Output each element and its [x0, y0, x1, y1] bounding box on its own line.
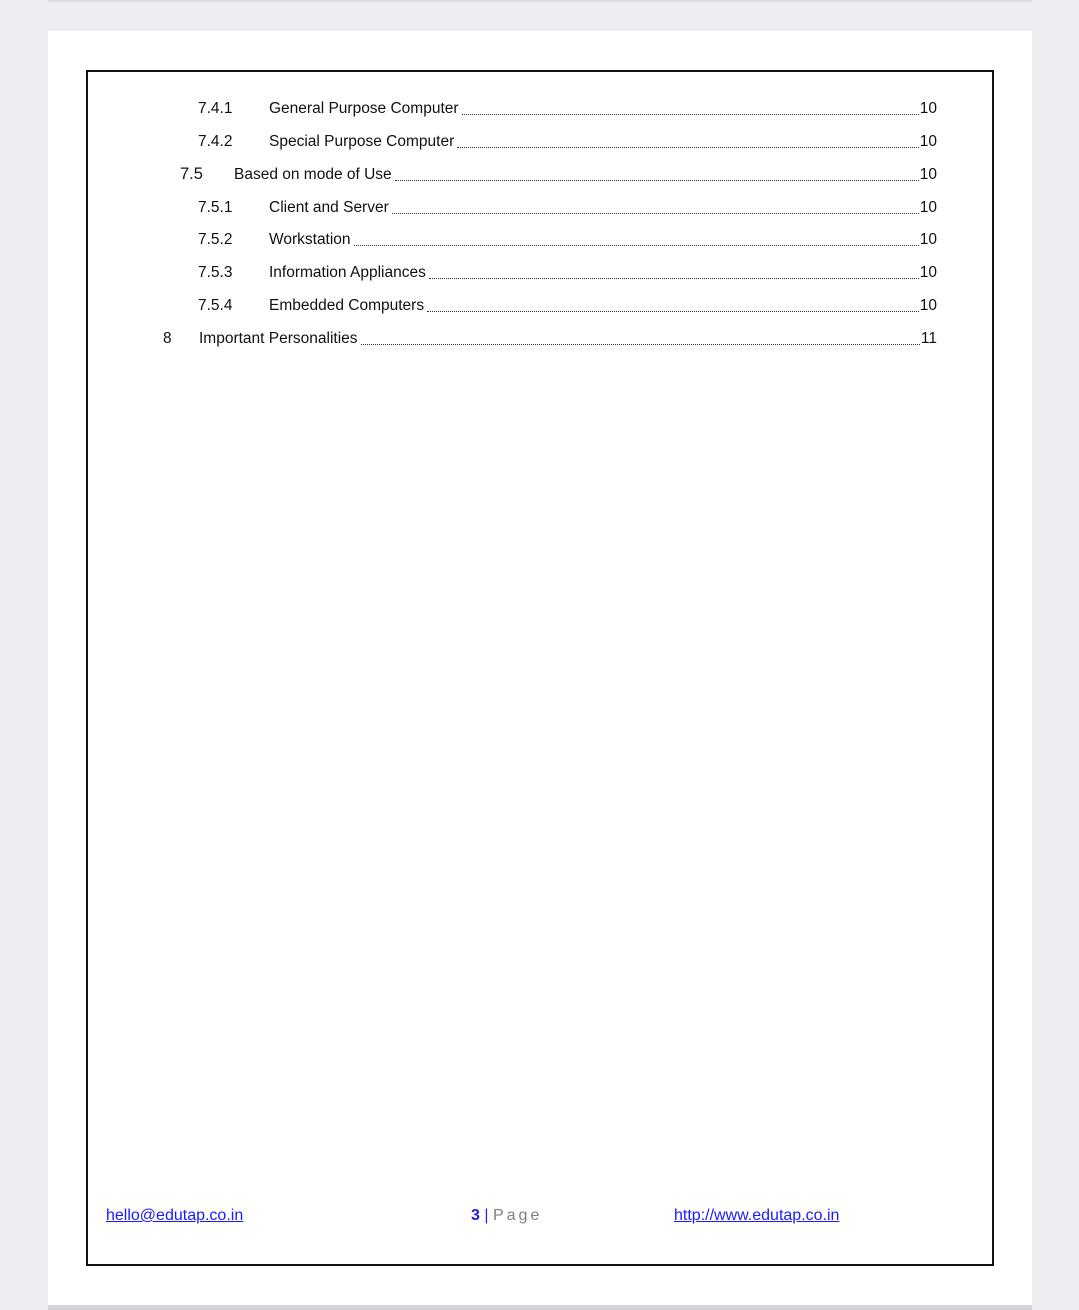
toc-entry-title: Workstation [269, 231, 351, 248]
dot-leader [457, 146, 919, 148]
toc-entry-title: Special Purpose Computer [269, 133, 455, 150]
toc-entry-number: 7.5.3 [198, 264, 233, 281]
toc-entry-number: 8 [163, 330, 172, 347]
toc-entry[interactable] [198, 293, 937, 315]
toc-entry-page: 10 [919, 199, 937, 216]
dot-leader [395, 179, 919, 181]
toc-entry-number: 7.5.2 [198, 231, 233, 248]
page-separator: | [484, 1207, 489, 1224]
dot-leader [462, 113, 919, 115]
toc-entry-page: 11 [920, 330, 937, 347]
toc-entry-number: 7.4.2 [198, 133, 233, 150]
document-page [48, 31, 1032, 1305]
toc-entry[interactable] [198, 227, 937, 249]
toc-entry-page: 10 [919, 133, 937, 150]
toc-entry-title: Client and Server [269, 199, 389, 216]
toc-entry-number: 7.5.1 [198, 199, 233, 216]
page-word: Page [492, 1207, 543, 1224]
toc-entry-page: 10 [919, 264, 937, 281]
toc-entry[interactable] [198, 195, 937, 217]
toc-entry-title: General Purpose Computer [269, 100, 459, 117]
toc-entry-page: 10 [919, 297, 937, 314]
previous-page-edge [48, 0, 1032, 2]
page-border [86, 70, 994, 1266]
toc-entry-title: Important Personalities [199, 330, 358, 347]
dot-leader [361, 343, 920, 345]
toc-entry[interactable] [198, 129, 937, 151]
toc-entry-title: Based on mode of Use [234, 166, 392, 183]
toc-entry-number: 7.5 [180, 165, 203, 183]
toc-entry-page: 10 [919, 231, 937, 248]
toc-entry-page: 10 [919, 100, 937, 117]
dot-leader [354, 244, 919, 246]
footer-email-link[interactable]: hello@edutap.co.in [106, 1207, 244, 1224]
toc-entry-title: Embedded Computers [269, 297, 425, 314]
toc-entry-page: 10 [919, 166, 937, 183]
footer-website-link[interactable]: http://www.edutap.co.in [674, 1207, 840, 1224]
toc-entry[interactable] [198, 260, 937, 282]
next-page-edge [48, 1305, 1032, 1310]
toc-entry[interactable] [163, 326, 937, 348]
toc-entry[interactable] [198, 96, 937, 118]
page-number: 3 [471, 1207, 480, 1224]
toc-entry[interactable] [180, 162, 937, 184]
toc-entry-number: 7.5.4 [198, 297, 233, 314]
toc-entry-title: Information Appliances [269, 264, 426, 281]
footer-page-number [471, 1207, 542, 1225]
toc-entry-number: 7.4.1 [198, 100, 233, 117]
dot-leader [392, 212, 919, 214]
dot-leader [429, 277, 919, 279]
dot-leader [427, 310, 919, 312]
